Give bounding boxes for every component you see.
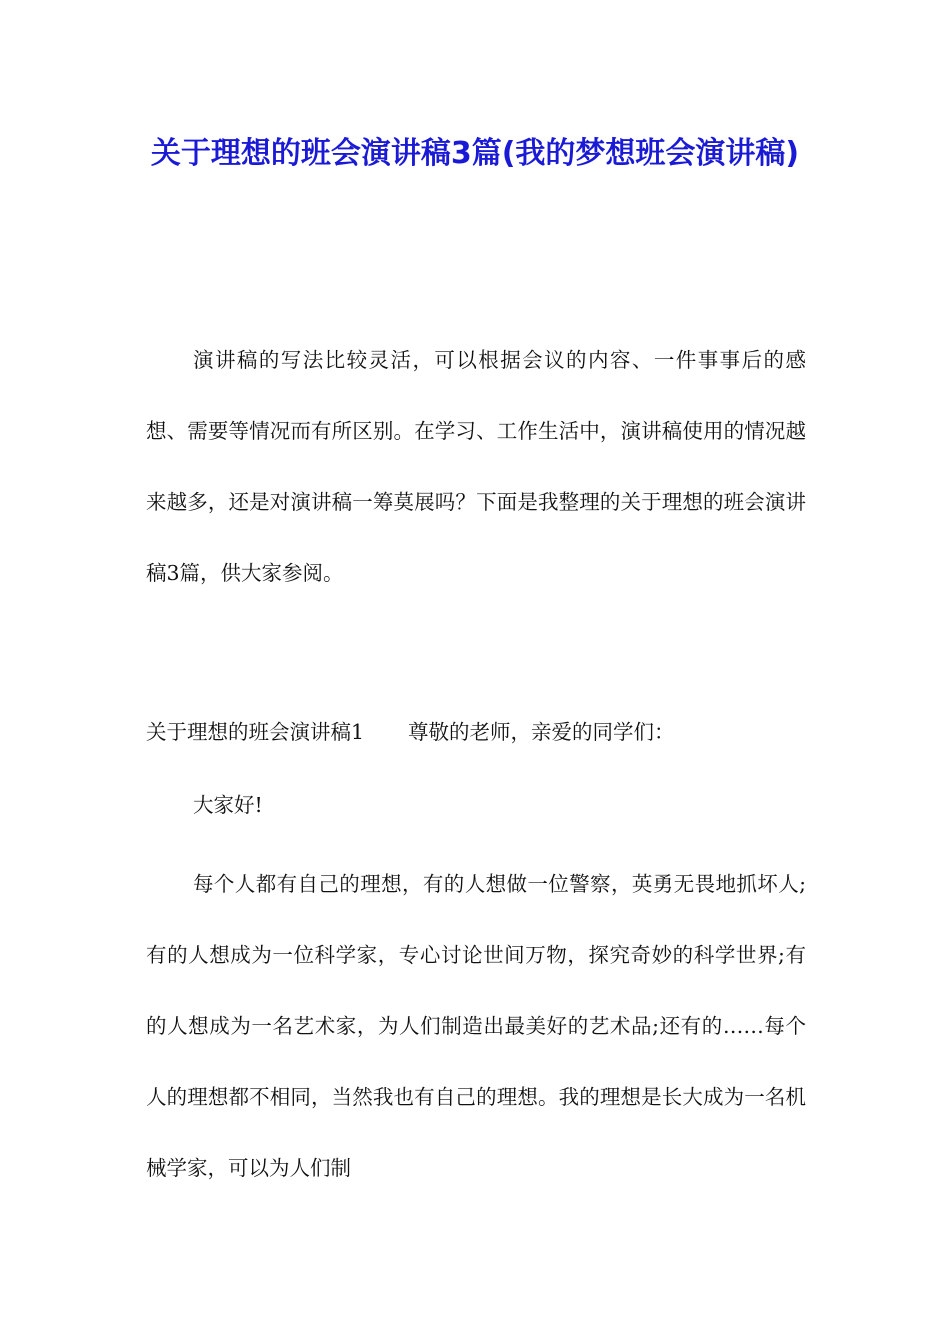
section-heading-row — [146, 697, 806, 768]
salutation: 尊敬的老师，亲爱的同学们： — [408, 720, 675, 744]
greeting: 大家好! — [193, 793, 263, 817]
document-title: 关于理想的班会演讲稿3篇(我的梦想班会演讲稿) — [150, 136, 800, 171]
section-heading: 关于理想的班会演讲稿1 — [146, 720, 365, 744]
body-paragraph: 每个人都有自己的理想，有的人想做一位警察，英勇无畏地抓坏人;有的人想成为一位科学家，专心讨论世间万物，探究奇妙的科学世界;有的人想成为一名艺术家，为人们制造出最美好的艺术品;还有的……每个人的理想都不相同，当然我也有自己的理想。我的理想是长大成为一名机械学家，可以为人们制 — [146, 872, 806, 1180]
intro-paragraph: 演讲稿的写法比较灵活，可以根据会议的内容、一件事事后的感想、需要等情况而有所区别。在学习、工作生活中，演讲稿使用的情况越来越多，还是对演讲稿一筹莫展吗？下面是我整理的关于理想的班会演讲稿3篇，供大家参阅。 — [146, 348, 806, 585]
